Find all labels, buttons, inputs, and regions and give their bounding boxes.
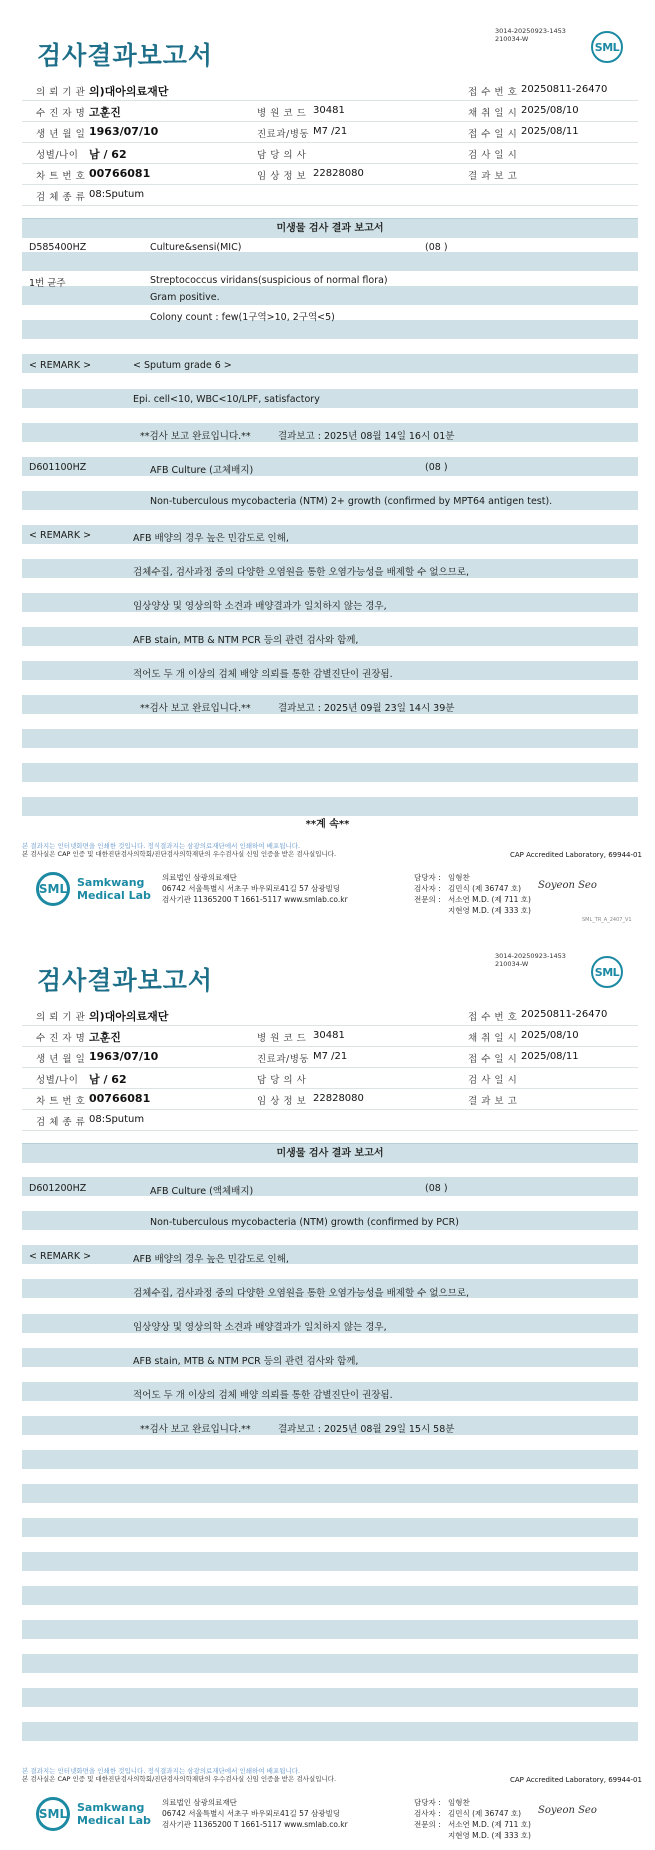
specimen-code: (08 ) bbox=[425, 242, 448, 253]
remark-line: Epi. cell<10, WBC<10/LPF, satisfactory bbox=[133, 394, 320, 405]
brand-name: Samkwang Medical Lab bbox=[77, 1801, 151, 1827]
disclaimer: 본 결과지는 인터넷화면을 인쇄한 것입니다. 정식결과지는 삼광의료재단에서 인쇄하여 배포됩니다. 본 검사실은 CAP 인증 및 대한진단검사의학회/진단검사의학재단의 우수검사실 신임 인증을 받은 검사실입니다. bbox=[22, 1767, 337, 1783]
chart-number: 00766081 bbox=[89, 167, 151, 180]
info-row: 차 트 번 호 00766081 임 상 정 보 22828080 결 과 보 고 bbox=[22, 1089, 638, 1110]
info-row: 생 년 월 일 1963/07/10 진료과/병동 M7 /21 접 수 일 시 2025/08/11 bbox=[22, 1047, 638, 1068]
info-row: 생 년 월 일 1963/07/10 진료과/병동 M7 /21 접 수 일 시 2025/08/11 bbox=[22, 122, 638, 143]
info-row: 수 진 자 명 고훈진 병 원 코 드 30481 채 취 일 시 2025/08/10 bbox=[22, 101, 638, 122]
remark-line: AFB stain, MTB & NTM PCR 등의 관련 검사와 함께, bbox=[133, 1356, 359, 1367]
sml-footer-logo: SML bbox=[36, 1797, 70, 1831]
continued-mark: **계 속** bbox=[305, 819, 350, 830]
report-time: 결과보고 : 2025년 09월 23일 14시 39분 bbox=[278, 703, 455, 714]
remark-line: AFB 배양의 경우 높은 민감도로 인해, bbox=[133, 1254, 289, 1265]
sml-logo: SML bbox=[591, 956, 623, 988]
hospital-code: 30481 bbox=[313, 1030, 345, 1041]
birth-date: 1963/07/10 bbox=[89, 1050, 159, 1063]
collection-date: 2025/08/10 bbox=[521, 105, 579, 116]
department-ward: M7 /21 bbox=[313, 1051, 348, 1062]
patient-info bbox=[22, 80, 638, 206]
accession-number: 20250811-26470 bbox=[521, 1009, 608, 1020]
birth-date: 1963/07/10 bbox=[89, 125, 159, 138]
signature: Soyeon Seo bbox=[538, 1805, 597, 1816]
sml-footer-logo: SML bbox=[36, 872, 70, 906]
remark-line: AFB 배양의 경우 높은 민감도로 인해, bbox=[133, 533, 289, 544]
test-result: Non-tuberculous mycobacteria (NTM) 2+ growth (confirmed by MPT64 antigen test). bbox=[150, 496, 553, 507]
report-complete: **검사 보고 완료입니다.** bbox=[140, 431, 251, 442]
test-code: D585400HZ bbox=[29, 242, 87, 253]
remark-label: < REMARK > bbox=[29, 530, 92, 541]
remark-label: < REMARK > bbox=[29, 1251, 92, 1262]
test-name: AFB Culture (액체배지) bbox=[150, 1186, 254, 1197]
patient-info bbox=[22, 1005, 638, 1131]
patient-name: 고훈진 bbox=[89, 106, 121, 119]
info-row: 차 트 번 호 00766081 임 상 정 보 22828080 결 과 보 고 bbox=[22, 164, 638, 185]
isolate-line: Gram positive. bbox=[150, 292, 220, 303]
section-title: 미생물 검사 결과 보고서 bbox=[22, 218, 638, 238]
info-row: 의 뢰 기 관 의)대아의료재단 접 수 번 호 20250811-26470 bbox=[22, 80, 638, 101]
hospital-code: 30481 bbox=[313, 105, 345, 116]
section-title: 미생물 검사 결과 보고서 bbox=[22, 1143, 638, 1163]
clinical-info: 22828080 bbox=[313, 168, 364, 179]
staff-list: 담당자 : 임형찬 검사자 : 김민식 (제 36747 호) 전문의 : 서소연 M.D. (제 711 호) 지현영 M.D. (제 333 호) bbox=[414, 1798, 531, 1840]
page-title: 검사결과보고서 bbox=[37, 966, 214, 995]
receipt-date: 2025/08/11 bbox=[521, 1051, 579, 1062]
requesting-institution: 의)대아의료재단 bbox=[89, 1010, 169, 1023]
test-result: Non-tuberculous mycobacteria (NTM) growth (confirmed by PCR) bbox=[150, 1217, 459, 1228]
remark-line: 적어도 두 개 이상의 검체 배양 의뢰를 통한 감별진단이 권장됨. bbox=[133, 669, 393, 680]
info-row: 검 체 종 류 08:Sputum bbox=[22, 1110, 638, 1131]
patient-name: 고훈진 bbox=[89, 1031, 121, 1044]
disclaimer: 본 결과지는 인터넷화면을 인쇄한 것입니다. 정식결과지는 삼광의료재단에서 인쇄하여 배포됩니다. 본 검사실은 CAP 인증 및 대한진단검사의학회/진단검사의학재단의 우수검사실 신임 인증을 받은 검사실입니다. bbox=[22, 842, 337, 858]
remark-label: < REMARK > bbox=[29, 360, 92, 371]
sex-age: 남 / 62 bbox=[89, 1073, 127, 1086]
department-ward: M7 /21 bbox=[313, 126, 348, 137]
report-time: 결과보고 : 2025년 08월 29일 15시 58분 bbox=[278, 1424, 455, 1435]
remark-title: < Sputum grade 6 > bbox=[133, 360, 232, 371]
report-complete: **검사 보고 완료입니다.** bbox=[140, 1424, 251, 1435]
specimen-code: (08 ) bbox=[425, 1183, 448, 1194]
sex-age: 남 / 62 bbox=[89, 148, 127, 161]
specimen-type: 08:Sputum bbox=[89, 1114, 145, 1125]
lab-address: 의료법인 삼광의료재단 06742 서울특별시 서초구 바우뫼로41길 57 삼광빌딩 검사기관 11365200 T 1661-5117 www.smlab.co.kr bbox=[162, 873, 348, 904]
accession-number: 20250811-26470 bbox=[521, 84, 608, 95]
collection-date: 2025/08/10 bbox=[521, 1030, 579, 1041]
isolate-line: Colony count : few(1구역>10, 2구역<5) bbox=[150, 312, 335, 323]
remark-line: 임상양상 및 영상의학 소견과 배양결과가 일치하지 않는 경우, bbox=[133, 601, 387, 612]
test-code: D601200HZ bbox=[29, 1183, 87, 1194]
page-title: 검사결과보고서 bbox=[37, 41, 214, 70]
brand-name: Samkwang Medical Lab bbox=[77, 876, 151, 902]
test-code: D601100HZ bbox=[29, 462, 87, 473]
staff-list: 담당자 : 임형찬 검사자 : 김민식 (제 36747 호) 전문의 : 서소연 M.D. (제 711 호) 지현영 M.D. (제 333 호) bbox=[414, 873, 531, 915]
report-complete: **검사 보고 완료입니다.** bbox=[140, 703, 251, 714]
isolate-label: 1번 균주 bbox=[29, 278, 66, 289]
info-row: 검 체 종 류 08:Sputum bbox=[22, 185, 638, 206]
specimen-type: 08:Sputum bbox=[89, 189, 145, 200]
cap-accreditation: CAP Accredited Laboratory, 69944-01 bbox=[510, 1776, 642, 1784]
lab-address: 의료법인 삼광의료재단 06742 서울특별시 서초구 바우뫼로41길 57 삼광빌딩 검사기관 11365200 T 1661-5117 www.smlab.co.kr bbox=[162, 1798, 348, 1829]
document-code: 3014-20250923-1453 210034-W bbox=[495, 952, 566, 968]
sml-logo: SML bbox=[591, 31, 623, 63]
cap-accreditation: CAP Accredited Laboratory, 69944-01 bbox=[510, 851, 642, 859]
info-row: 의 뢰 기 관 의)대아의료재단 접 수 번 호 20250811-26470 bbox=[22, 1005, 638, 1026]
clinical-info: 22828080 bbox=[313, 1093, 364, 1104]
requesting-institution: 의)대아의료재단 bbox=[89, 85, 169, 98]
info-row: 성별/나이 남 / 62 담 당 의 사 검 사 일 시 bbox=[22, 1068, 638, 1089]
test-name: AFB Culture (고체배지) bbox=[150, 465, 254, 476]
remark-line: 적어도 두 개 이상의 검체 배양 의뢰를 통한 감별진단이 권장됨. bbox=[133, 1390, 393, 1401]
chart-number: 00766081 bbox=[89, 1092, 151, 1105]
isolate-line: Streptococcus viridans(suspicious of normal flora) bbox=[150, 275, 388, 286]
remark-line: 검체수집, 검사과정 중의 다양한 오염원을 통한 오염가능성을 배제할 수 없으므로, bbox=[133, 1288, 470, 1299]
info-row: 수 진 자 명 고훈진 병 원 코 드 30481 채 취 일 시 2025/08/10 bbox=[22, 1026, 638, 1047]
report-page-2 bbox=[0, 925, 655, 1850]
info-row: 성별/나이 남 / 62 담 당 의 사 검 사 일 시 bbox=[22, 143, 638, 164]
document-code: 3014-20250923-1453 210034-W bbox=[495, 27, 566, 43]
specimen-code: (08 ) bbox=[425, 462, 448, 473]
remark-line: 검체수집, 검사과정 중의 다양한 오염원을 통한 오염가능성을 배제할 수 없으므로, bbox=[133, 567, 470, 578]
remark-line: 임상양상 및 영상의학 소견과 배양결과가 일치하지 않는 경우, bbox=[133, 1322, 387, 1333]
report-time: 결과보고 : 2025년 08월 14일 16시 01분 bbox=[278, 431, 455, 442]
test-name: Culture&sensi(MIC) bbox=[150, 242, 242, 253]
signature: Soyeon Seo bbox=[538, 880, 597, 891]
form-code: SML_TR_A_2407_V1 bbox=[582, 917, 632, 923]
receipt-date: 2025/08/11 bbox=[521, 126, 579, 137]
remark-line: AFB stain, MTB & NTM PCR 등의 관련 검사와 함께, bbox=[133, 635, 359, 646]
